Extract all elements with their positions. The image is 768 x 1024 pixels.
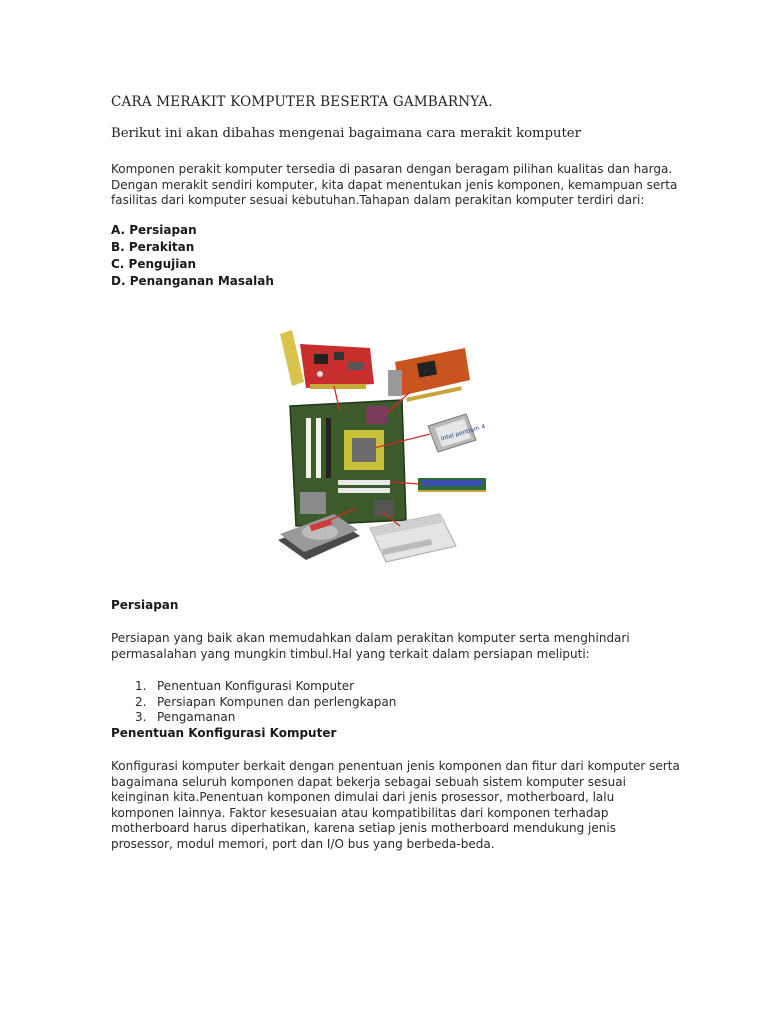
cpu-chip-icon [428,414,486,452]
konfigurasi-heading: Penentuan Konfigurasi Komputer [111,726,337,740]
graphics-card-icon [388,348,470,402]
list-item [135,710,396,726]
document-title: CARA MERAKIT KOMPUTER BESERTA GAMBARNYA. [111,94,493,110]
persiapan-list [135,679,396,726]
konfigurasi-paragraph: Konfigurasi komputer berkait dengan penentuan jenis komponen dan fitur dari komputer serta bagaimana seluruh komponen dapat bekerja sebagai sebuah sistem komputer sesuai keinginan kita.Penentuan komponen dimulai dari jenis prosessor, motherboard, lalu komponen lainnya. Faktor kesesuaian atau kompatibilitas dari komponen terhadap motherboard harus diperhatikan, karena setiap jenis motherboard mendukung jenis prosessor, modul memori, port dan I/O bus yang berbeda-beda. [111,759,680,851]
step-item: D. Penanganan Masalah [111,274,274,288]
step-item: C. Pengujian [111,257,197,271]
persiapan-paragraph: Persiapan yang baik akan memudahkan dalam perakitan komputer serta menghindari permasalahan yang mungkin timbul.Hal yang terkait dalam persiapan meliputi: [111,631,630,661]
ram-stick-icon [418,478,486,492]
list-item [135,679,396,695]
steps-list [111,222,274,290]
cpu-label: intel pentium 4 [440,423,487,443]
list-text: Penentuan Konfigurasi Komputer [157,679,355,693]
list-number: 1. [135,679,147,693]
list-text: Pengamanan [157,710,236,725]
list-number: 2. [135,694,147,709]
list-item [135,695,396,711]
computer-components-image [270,322,500,572]
sound-card-icon [280,330,374,389]
step-item: B. Perakitan [111,240,195,254]
document-subtitle: Berikut ini akan dibahas mengenai bagaimana cara merakit komputer [111,126,581,141]
motherboard-icon [290,400,406,526]
list-text: Persiapan Kompunen dan perlengkapan [157,694,397,709]
persiapan-heading: Persiapan [111,598,179,612]
step-item: A. Persiapan [111,223,197,237]
list-number: 3. [135,710,147,725]
intro-paragraph: Komponen perakit komputer tersedia di pasaran dengan beragam pilihan kualitas dan harga. Dengan merakit sendiri komputer, kita dapat menentukan jenis komponen, kemampuan serta fasilitas dari komputer sesuai kebutuhan.Tahapan dalam perakitan komputer terdiri dari: [111,162,678,207]
